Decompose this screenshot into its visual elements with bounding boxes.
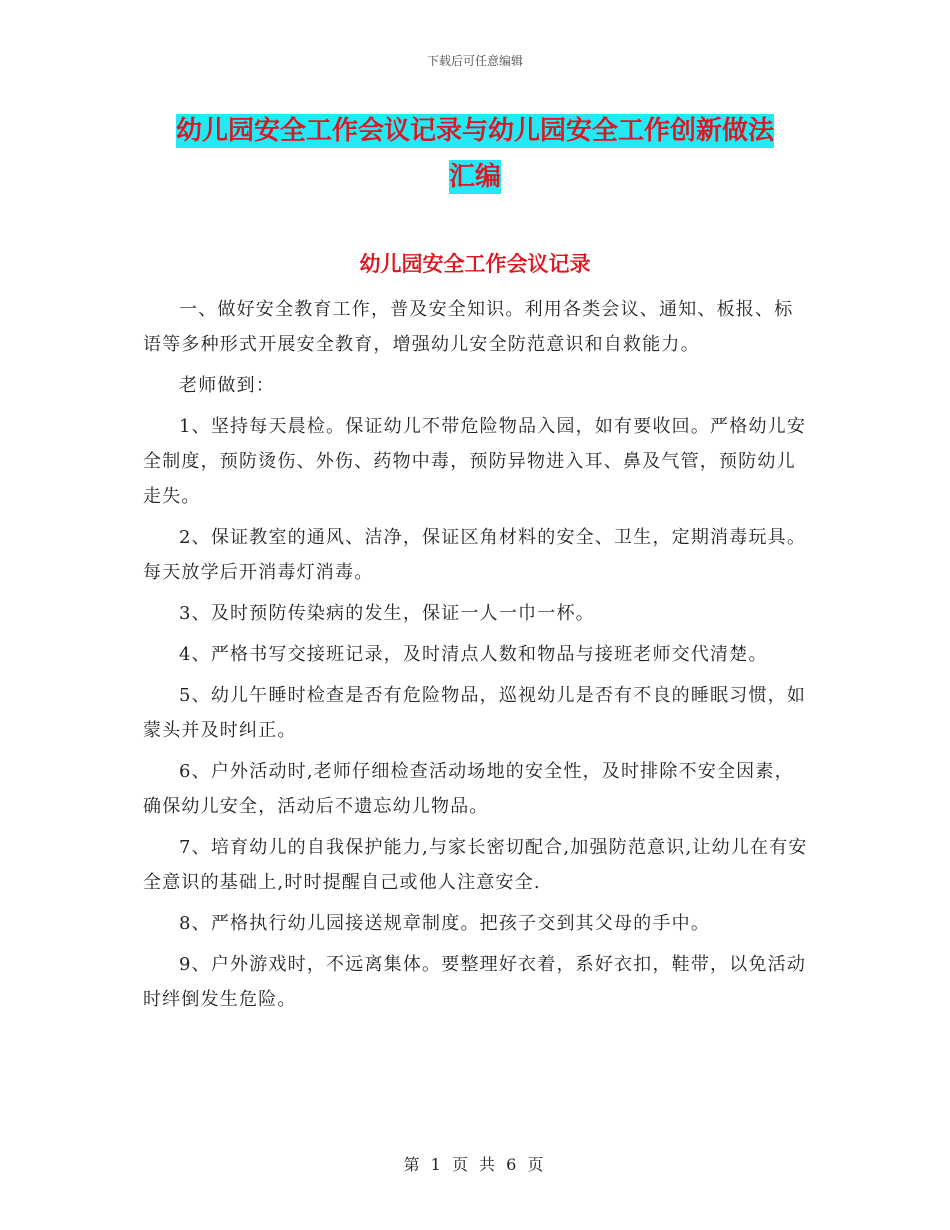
- paragraph: 5、幼儿午睡时检查是否有危险物品，巡视幼儿是否有不良的睡眠习惯，如蒙头并及时纠正。: [143, 685, 807, 741]
- paragraph: 一、做好安全教育工作，普及安全知识。利用各类会议、通知、板报、标语等多种形式开展安全教育，增强幼儿安全防范意识和自救能力。: [143, 299, 794, 355]
- document-body: [143, 292, 808, 1023]
- document-title: [140, 108, 810, 200]
- paragraph: 9、户外游戏时，不远离集体。要整理好衣着，系好衣扣，鞋带，以免活动时绊倒发生危险。: [143, 954, 807, 1010]
- header-note: 下载后可任意编辑: [426, 54, 523, 68]
- paragraph: 1、坚持每天晨检。保证幼儿不带危险物品入园，如有要收回。严格幼儿安全制度，预防烫伤、外伤、药物中毒，预防异物进入耳、鼻及气管，预防幼儿走失。: [143, 416, 807, 507]
- section-title: 幼儿园安全工作会议记录: [359, 252, 591, 276]
- paragraph: 3、及时预防传染病的发生，保证一人一巾一杯。: [179, 603, 595, 624]
- paragraph: 8、严格执行幼儿园接送规章制度。把孩子交到其父母的手中。: [179, 913, 711, 934]
- document-title-line-1: 幼儿园安全工作会议记录与幼儿园安全工作创新做法: [175, 116, 774, 146]
- paragraph: 2、保证教室的通风、洁净，保证区角材料的安全、卫生，定期消毒玩具。每天放学后开消毒灯消毒。: [143, 527, 807, 583]
- document-title-line-2: 汇编: [448, 162, 501, 192]
- paragraph: 6、户外活动时,老师仔细检查活动场地的安全性，及时排除不安全因素，确保幼儿安全，活动后不遗忘幼儿物品。: [143, 761, 794, 817]
- paragraph: 7、培育幼儿的自我保护能力,与家长密切配合,加强防范意识,让幼儿在有安全意识的基础上,时时提醒自己或他人注意安全.: [143, 837, 808, 893]
- page-number: 第 1 页 共 6 页: [403, 1155, 547, 1174]
- paragraph: 老师做到：: [179, 375, 275, 396]
- paragraph: 4、严格书写交接班记录，及时清点人数和物品与接班老师交代清楚。: [179, 644, 768, 665]
